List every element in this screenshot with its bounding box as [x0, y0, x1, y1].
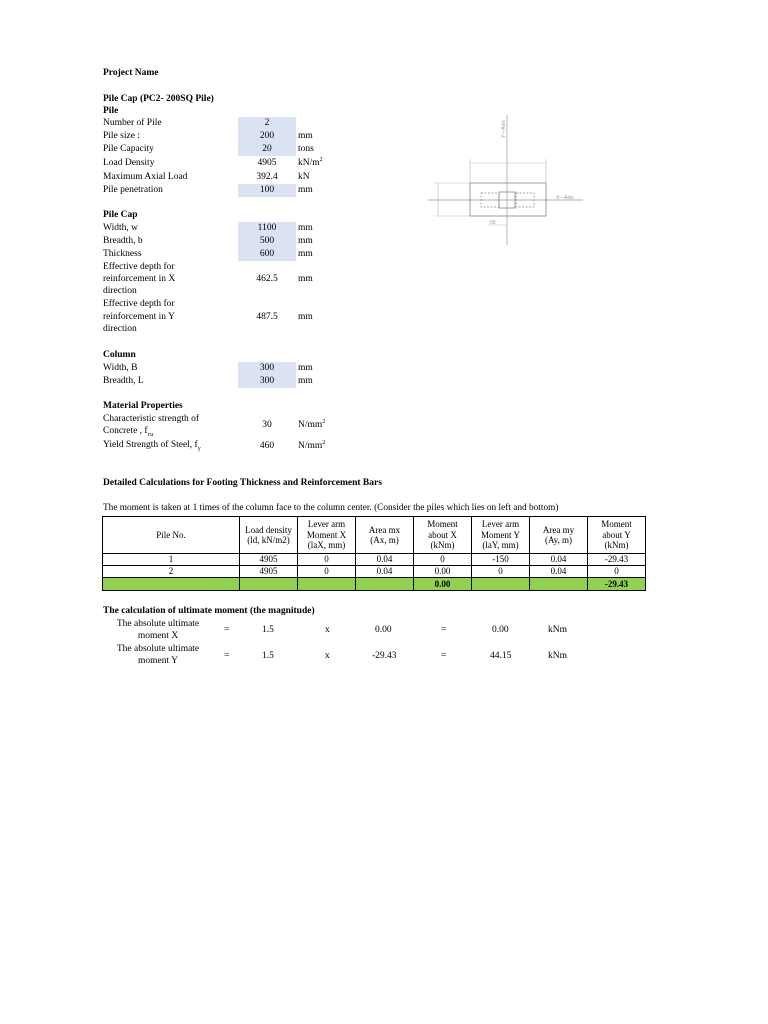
ult-y-label-1: The absolute ultimate: [116, 644, 200, 654]
eff-depth-x-label-1: Effective depth for: [103, 262, 175, 272]
table-cell: 4905: [240, 566, 298, 578]
max-axial-load-unit: kN: [298, 172, 310, 182]
table-cell: 0.04: [530, 554, 588, 566]
ult-x-label-2: moment X: [137, 631, 179, 641]
cap-width-unit: mm: [298, 223, 313, 233]
y-axis-label: Y—Axis: [501, 120, 507, 138]
eff-depth-x-label-3: direction: [103, 286, 137, 296]
eff-depth-x-value: 462.5: [256, 274, 278, 284]
moment-table: [102, 516, 646, 591]
fcu-unit: $N/mm^2$: [298, 418, 326, 430]
project-name: Project Name: [103, 68, 159, 78]
header-lever-arm-y: Lever arm Moment Y (laY, mm): [472, 517, 530, 554]
header-moment-y: Moment about Y (kNm): [588, 517, 646, 554]
pile-cap-heading: Pile Cap: [103, 210, 138, 220]
pile-cap-outline: [470, 183, 546, 216]
pile-capacity-value[interactable]: 20: [238, 143, 296, 156]
fcu-label-1: Characteristic strength of: [103, 414, 200, 424]
ult-x-times: x: [325, 625, 330, 635]
max-axial-load-value: 392.4: [256, 172, 278, 182]
column-width-value[interactable]: 300: [238, 362, 296, 375]
pile-size-unit: mm: [298, 131, 313, 141]
ult-x-factor: 1.5: [262, 625, 274, 635]
table-header-row: [103, 517, 646, 554]
ult-x-unit: kNm: [548, 625, 567, 635]
ult-x-eq: =: [224, 625, 230, 635]
fy-value: 460: [259, 441, 275, 451]
table-cell: 0.04: [356, 566, 414, 578]
table-cell: 2: [103, 566, 240, 578]
table-cell: 0: [588, 566, 646, 578]
cap-breadth-label: Breadth, b: [103, 236, 143, 246]
table-cell: 0.00: [414, 566, 472, 578]
pile-penetration-unit: mm: [298, 185, 313, 195]
x-axis-label: X—Axis: [556, 195, 574, 201]
column-breadth-unit: mm: [298, 376, 313, 386]
total-cell: [240, 578, 298, 591]
max-axial-load-label: Maximum Axial Load: [103, 172, 188, 182]
column-heading: Column: [103, 350, 136, 360]
number-of-pile-value[interactable]: 2: [238, 117, 296, 130]
header-area-my: Area my (Ay, m): [530, 517, 588, 554]
cap-width-label: Width, w: [103, 223, 138, 233]
material-heading: Material Properties: [103, 401, 183, 411]
ult-y-times: x: [325, 651, 330, 661]
ult-x-label-1: The absolute ultimate: [116, 619, 200, 629]
cap-breadth-unit: mm: [298, 236, 313, 246]
pile-capacity-label: Pile Capacity: [103, 144, 154, 154]
ult-y-label-2: moment Y: [137, 656, 179, 666]
table-cell: 0: [298, 566, 356, 578]
ult-x-eq2: =: [441, 625, 447, 635]
table-cell: 0: [414, 554, 472, 566]
fy-label: Yield Strength of Steel, $f_y$: [103, 440, 201, 452]
table-cell: -29.43: [588, 554, 646, 566]
ult-y-unit: kNm: [548, 651, 567, 661]
table-cell: 0.04: [530, 566, 588, 578]
pile-size-value[interactable]: 200: [238, 130, 296, 143]
pile-penetration-value[interactable]: 100: [238, 184, 296, 197]
header-load-density: Load density (ld, kN/m2): [240, 517, 298, 554]
ult-y-eq: =: [224, 651, 230, 661]
load-density-unit: $kN/m^2$: [298, 156, 323, 168]
column-breadth-value[interactable]: 300: [238, 375, 296, 388]
table-total-row: [103, 578, 646, 591]
ult-y-eq2: =: [441, 651, 447, 661]
eff-depth-y-label-2: reinforcement in Y: [103, 312, 175, 322]
detailed-calc-title: Detailed Calculations for Footing Thickness and Reinforcement Bars: [103, 478, 382, 488]
table-row: [103, 566, 646, 578]
table-cell: 0: [298, 554, 356, 566]
cap-thickness-value[interactable]: 600: [238, 248, 296, 261]
total-cell: [298, 578, 356, 591]
load-density-value: 4905: [257, 158, 277, 168]
column-breadth-label: Breadth, L: [103, 376, 144, 386]
total-cell: [103, 578, 240, 591]
pile-capacity-unit: tons: [298, 144, 314, 154]
header-pile-no: Pile No.: [103, 517, 240, 554]
total-cell: [356, 578, 414, 591]
cap-breadth-value[interactable]: 500: [238, 235, 296, 248]
header-area-mx: Area mx (Ax, m): [356, 517, 414, 554]
ult-y-value: -29.43: [372, 651, 397, 661]
cap-thickness-unit: mm: [298, 249, 313, 259]
number-of-pile-label: Number of Pile: [103, 118, 162, 128]
ultimate-moment-title: The calculation of ultimate moment (the magnitude): [103, 606, 315, 616]
pile-cap-diagram: [428, 110, 593, 250]
offset-label: 50: [490, 220, 496, 226]
eff-depth-y-label-3: direction: [103, 324, 137, 334]
header-lever-arm-x: Lever arm Moment X (laX, mm): [298, 517, 356, 554]
table-cell: 0: [472, 566, 530, 578]
load-density-label: Load Density: [103, 158, 155, 168]
pile-penetration-label: Pile penetration: [103, 185, 163, 195]
fcu-value: 30: [262, 420, 272, 430]
cap-thickness-label: Thickness: [103, 249, 142, 259]
total-moment-y: -29.43: [588, 578, 646, 591]
eff-depth-x-unit: mm: [298, 274, 313, 284]
cap-width-value[interactable]: 1100: [238, 222, 296, 235]
eff-depth-y-unit: mm: [298, 312, 313, 322]
pile-size-label: Pile size :: [103, 131, 140, 141]
ult-y-factor: 1.5: [262, 651, 274, 661]
fy-unit: $N/mm^2$: [298, 439, 326, 451]
total-cell: [530, 578, 588, 591]
eff-depth-y-value: 487.5: [256, 312, 278, 322]
table-cell: -150: [472, 554, 530, 566]
total-moment-x: 0.00: [414, 578, 472, 591]
column-width-label: Width, B: [103, 363, 138, 373]
ult-x-result: 0.00: [492, 625, 509, 635]
fcu-label-2: Concrete , $f_{cu}$: [103, 426, 154, 438]
pile-cap-title: Pile Cap (PC2- 200SQ Pile): [103, 94, 214, 104]
table-cell: 0.04: [356, 554, 414, 566]
table-cell: 1: [103, 554, 240, 566]
table-cell: 4905: [240, 554, 298, 566]
ult-y-result: 44.15: [490, 651, 512, 661]
column-width-unit: mm: [298, 363, 313, 373]
pile-heading: Pile: [103, 106, 119, 116]
eff-depth-x-label-2: reinforcement in X: [103, 274, 176, 284]
eff-depth-y-label-1: Effective depth for: [103, 299, 175, 309]
table-row: [103, 554, 646, 566]
moment-note: The moment is taken at 1 times of the column face to the column center. (Consider the piles which lies on left and bottom): [103, 503, 559, 513]
ult-x-value: 0.00: [375, 625, 392, 635]
total-cell: [472, 578, 530, 591]
header-moment-x: Moment about X (kNm): [414, 517, 472, 554]
